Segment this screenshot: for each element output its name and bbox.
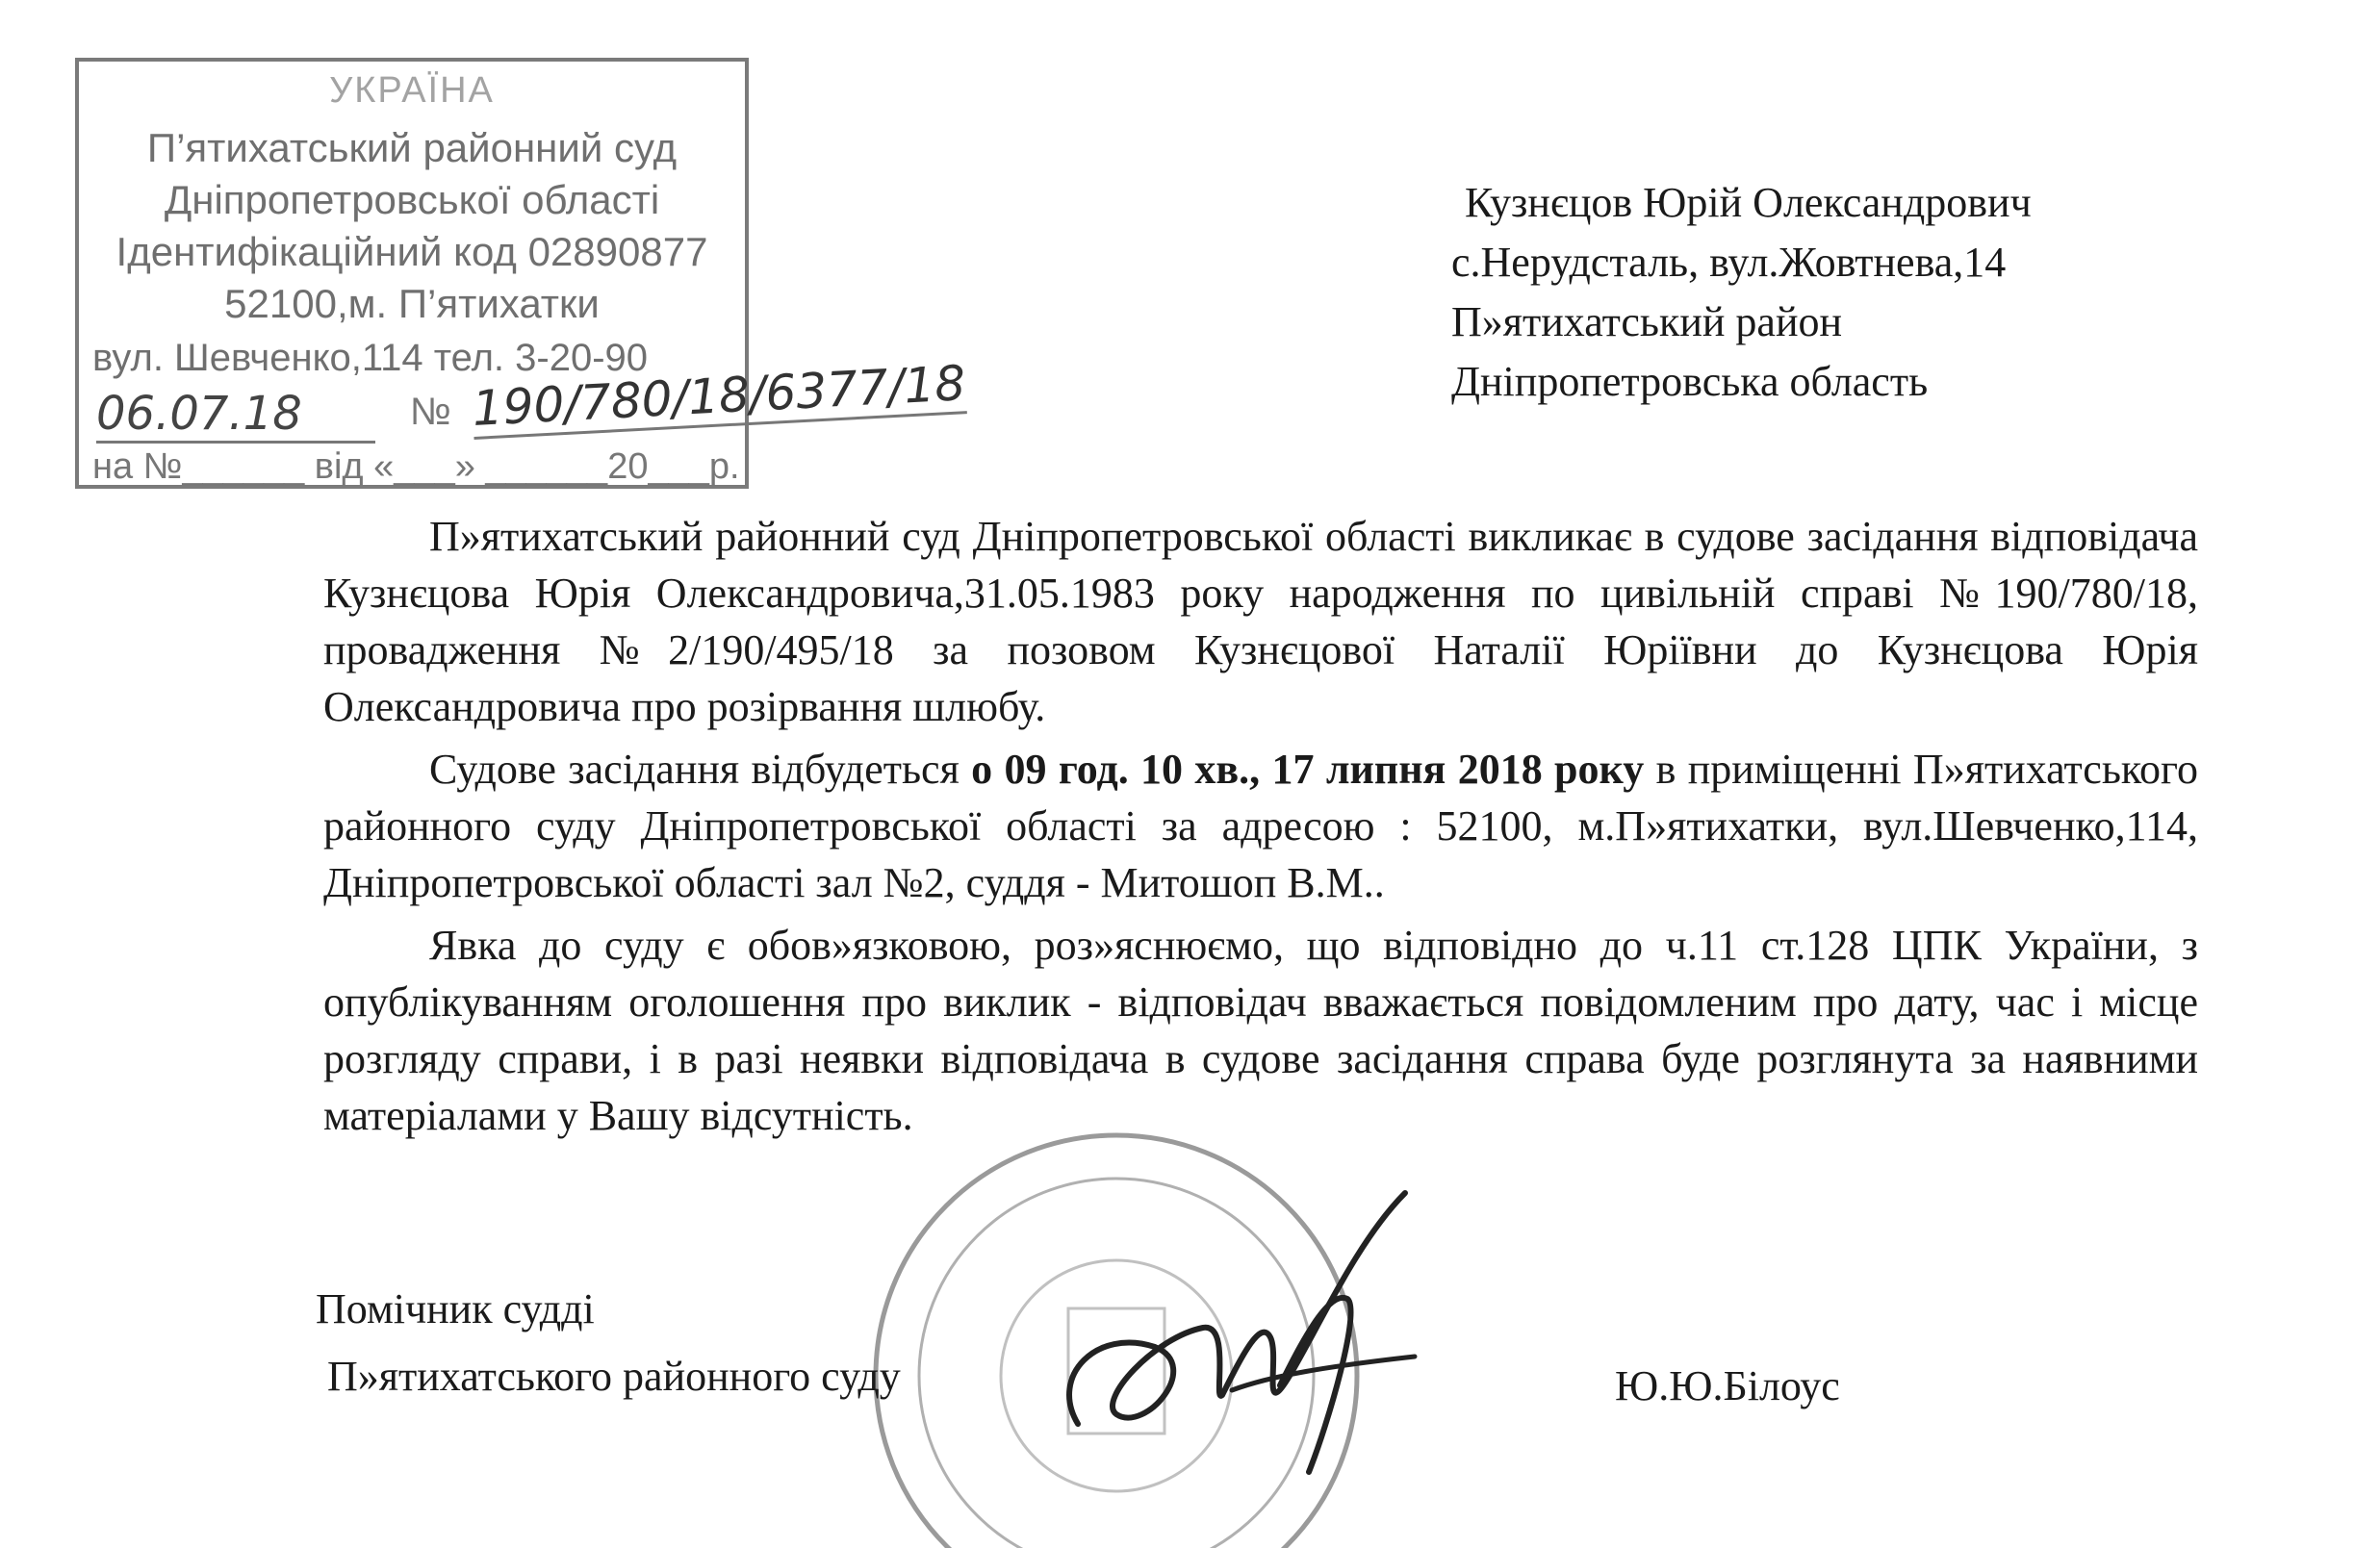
recipient-region: Дніпропетровська область [1451, 358, 1929, 405]
recipient-address: с.Нерудсталь, вул.Жовтнева,14 [1451, 239, 2007, 286]
stamp-reference-line: на №______ від «___» ______20___р. [92, 446, 740, 487]
signatory-title: Помічник судді [316, 1285, 595, 1332]
summons-body [323, 508, 2198, 1150]
signatory-court: П»ятихатського районного суду [327, 1353, 901, 1400]
registration-stamp [75, 58, 967, 489]
stamp-reg-date: 06.07.18 [96, 387, 375, 444]
paragraph-attendance: Явка до суду є обов»язковою, роз»яснюємо, що відповідно до ч.11 ст.128 ЦПК України, з опублікуванням оголошення про виклик - відповідач вважається повідомленим про дату, час і місце розгляду справи, і в разі неявки відповідача в судове засідання справа буде розглянута за наявними матеріалами у Вашу відсутність. [323, 922, 2198, 1139]
signatory-name: Ю.Ю.Білоус [1615, 1362, 1840, 1409]
paragraph-summons: П»ятихатський районний суд Дніпропетровської області викликає в судове засідання відповідача Кузнєцова Юрія Олександровича,31.05.1983 року народження по цивільній справі №190/780/18, провадження №2/190/495/18 за позовом Кузнєцової Наталії Юріївни до Кузнєцова Юрія Олександровича про розірвання шлюбу. [323, 513, 2198, 730]
handwritten-signature-icon [1039, 1183, 1444, 1501]
stamp-postal: 52100,м. П’ятихатки [224, 281, 600, 326]
stamp-region: Дніпропетровської області [164, 177, 660, 222]
stamp-reg-number: 190/780/18/6377/18 [471, 355, 966, 440]
stamp-country: УКРАЇНА [329, 70, 495, 111]
hearing-datetime: о 09 год. 10 хв., 17 липня 2018 року [971, 746, 1645, 793]
hearing-text-end: в приміщенні П»ятихатського районного суду Дніпропетровської області за адресою : 52100, м.П»ятихатки, вул.Шевченко,114, Дніпропетровської області зал №2, суддя - Митошоп В.М.. [323, 746, 2198, 906]
stamp-street: вул. Шевченко,114 тел. 3-20-90 [92, 337, 649, 379]
recipient-name: Кузнєцов Юрій Олександрович [1465, 179, 2032, 226]
recipient-district: П»ятихатський район [1451, 298, 1843, 345]
stamp-court: П’ятихатський районний суд [146, 125, 678, 170]
stamp-id-code: Ідентифікаційний код 02890877 [115, 229, 708, 274]
stamp-reg-no-label: № [410, 391, 451, 433]
paragraph-hearing [323, 741, 2198, 911]
hearing-text-start: Судове засідання відбудеться [429, 746, 972, 793]
recipient-block [1451, 173, 2317, 412]
